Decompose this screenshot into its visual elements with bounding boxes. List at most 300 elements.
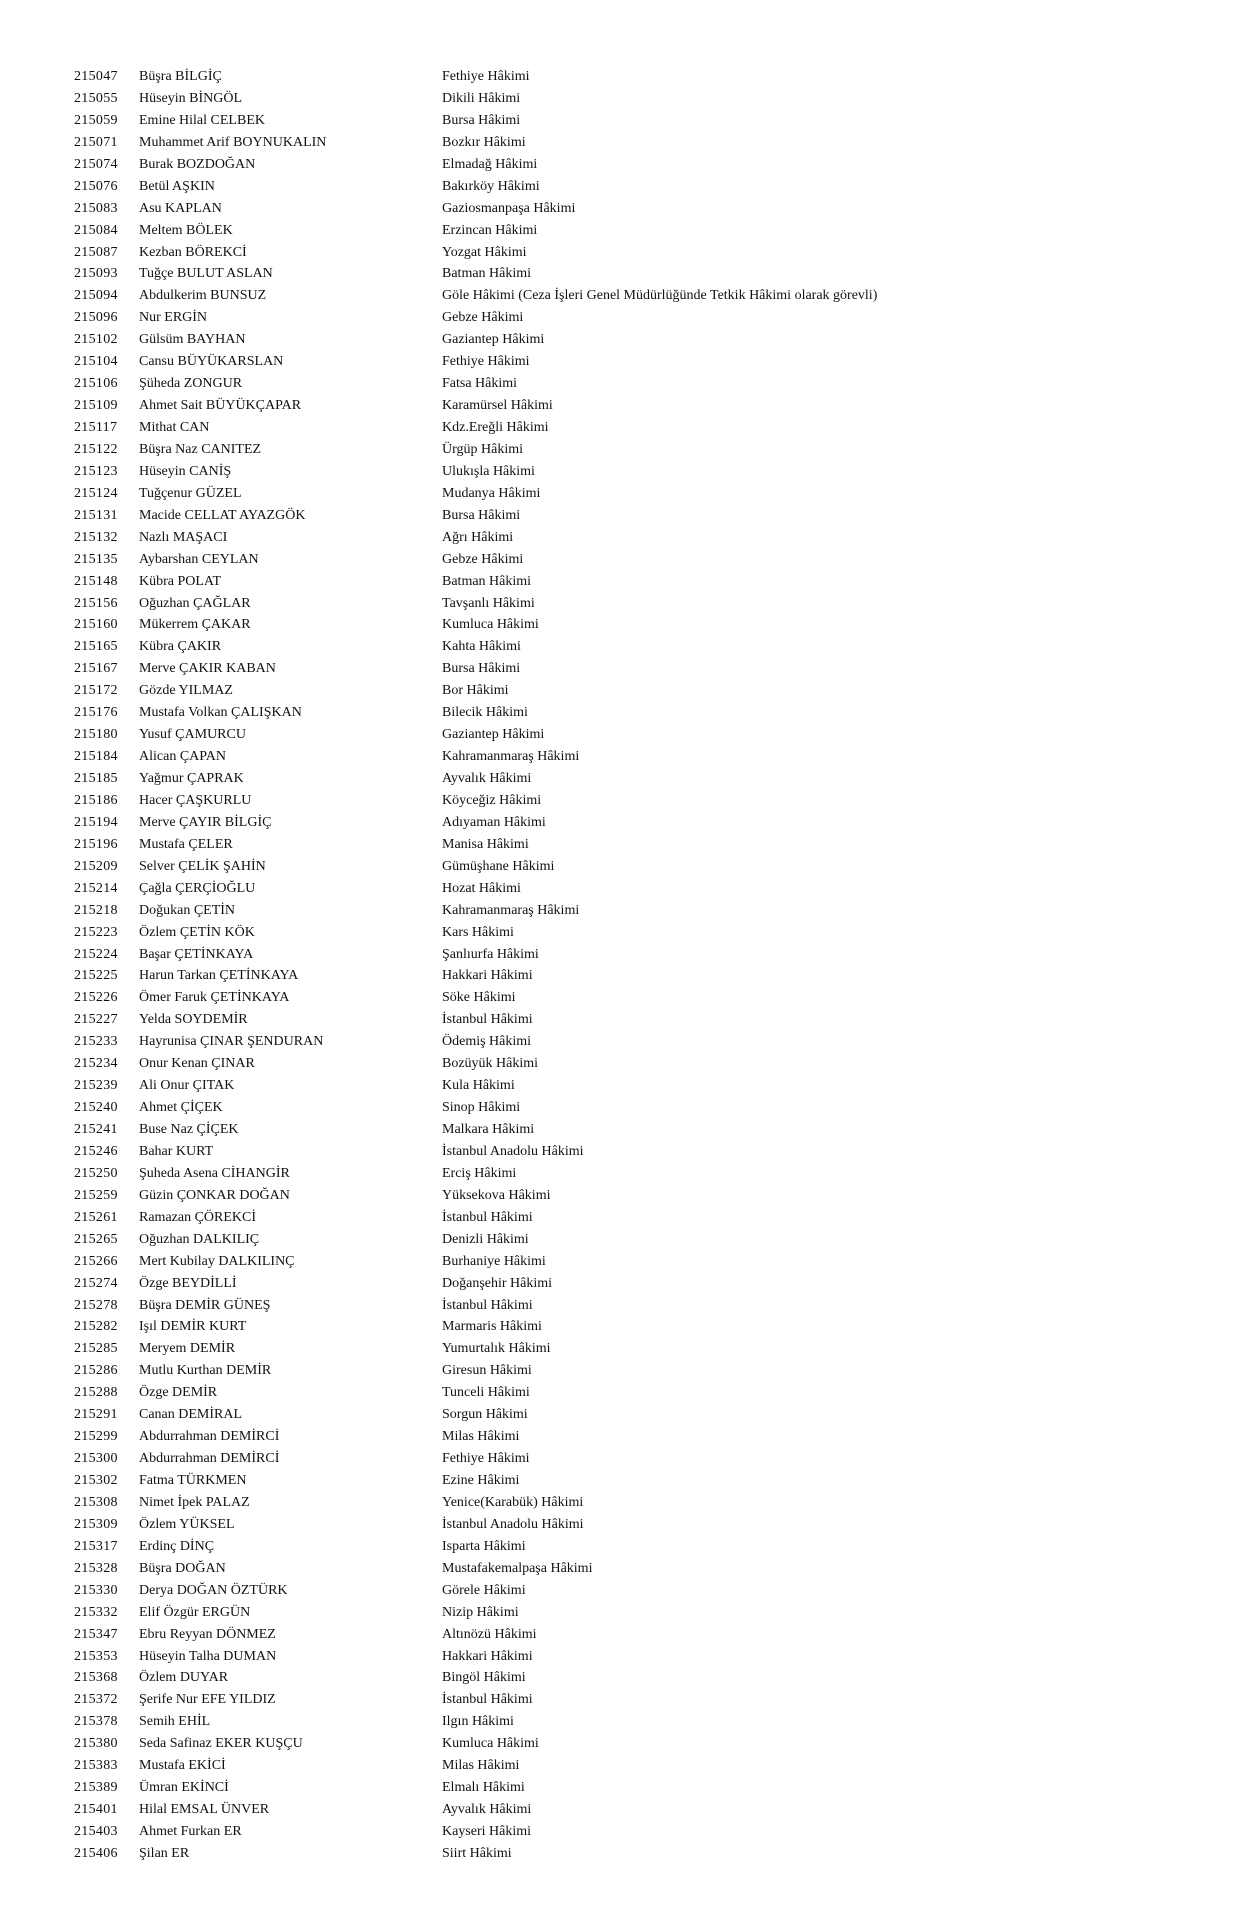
registry-number: 215071 [74,134,118,150]
registry-number: 215389 [74,1780,118,1796]
list-item [74,1097,1224,1119]
court-assignment: Kahramanmaraş Hâkimi [442,749,580,765]
court-assignment: Gaziosmanpaşa Hâkimi [442,200,576,216]
court-assignment: Bakırköy Hâkimi [442,178,540,194]
registry-number: 215250 [74,1165,118,1181]
person-name: Aybarshan CEYLAN [139,551,259,567]
list-item [74,680,1224,702]
list-item [74,1009,1224,1031]
court-assignment: Yenice(Karabük) Hâkimi [442,1494,584,1510]
list-item [74,307,1224,329]
registry-number: 215265 [74,1231,118,1247]
person-name: Mithat CAN [139,420,210,435]
person-name: Merve ÇAYIR BİLGİÇ [139,814,272,830]
list-item [74,944,1224,966]
person-name: Emine Hilal CELBEK [139,112,265,128]
court-assignment: Gebze Hâkimi [442,551,524,567]
list-item [74,812,1224,834]
list-item [74,1031,1224,1053]
court-assignment: Hozat Hâkimi [442,880,521,896]
list-item [74,1273,1224,1295]
list-item [74,856,1224,878]
registry-number: 215167 [74,661,118,677]
person-name: Gülsüm BAYHAN [139,332,246,348]
list-item [74,1646,1224,1668]
person-name: Oğuzhan ÇAĞLAR [139,595,251,611]
list-item [74,1624,1224,1646]
person-name: Güzin ÇONKAR DOĞAN [139,1187,290,1203]
registry-number: 215317 [74,1538,118,1554]
court-assignment: Gaziantep Hâkimi [442,727,545,743]
court-assignment: Ağrı Hâkimi [442,529,514,545]
court-assignment: Sorgun Hâkimi [442,1407,528,1423]
court-assignment: Ayvalık Hâkimi [442,1802,532,1818]
person-name: Ramazan ÇÖREKCİ [139,1209,257,1225]
person-name: Kübra POLAT [139,573,222,589]
list-item [74,1777,1224,1799]
court-assignment: Yumurtalık Hâkimi [442,1341,551,1357]
court-assignment: Karamürsel Hâkimi [442,398,553,414]
registry-number: 215291 [74,1407,118,1423]
list-item [74,66,1224,88]
list-item [74,154,1224,176]
list-item [74,1711,1224,1733]
registry-number: 215378 [74,1714,118,1730]
person-name: Büşra DOĞAN [139,1560,226,1576]
list-item [74,900,1224,922]
registry-number: 215282 [74,1319,118,1335]
court-assignment: Malkara Hâkimi [442,1122,535,1137]
court-assignment: Nizip Hâkimi [442,1604,519,1620]
list-item [74,1448,1224,1470]
person-name: Merve ÇAKIR KABAN [139,661,276,677]
court-assignment: Kumluca Hâkimi [442,617,539,633]
list-item [74,1075,1224,1097]
person-name: Şüheda ZONGUR [139,376,243,392]
list-item [74,1360,1224,1382]
person-name: Kezban BÖREKCİ [139,244,247,260]
registry-number: 215074 [74,156,118,172]
person-name: Ebru Reyyan DÖNMEZ [139,1626,276,1642]
court-assignment: Adıyaman Hâkimi [442,814,546,830]
person-name: Başar ÇETİNKAYA [139,946,254,962]
person-name: Mert Kubilay DALKILINÇ [139,1253,295,1269]
court-assignment: Tunceli Hâkimi [442,1385,530,1401]
registry-number: 215076 [74,178,118,194]
list-item [74,1514,1224,1536]
registry-number: 215117 [74,420,118,435]
court-assignment: Milas Hâkimi [442,1429,520,1445]
court-assignment: Kula Hâkimi [442,1078,515,1094]
court-assignment: İstanbul Hâkimi [442,1692,533,1708]
court-assignment: Mustafakemalpaşa Hâkimi [442,1560,593,1576]
registry-number: 215109 [74,398,118,414]
person-name: Özge DEMİR [139,1385,218,1401]
registry-number: 215087 [74,244,118,260]
person-name: Hüseyin BİNGÖL [139,90,243,106]
court-assignment: Marmaris Hâkimi [442,1319,542,1335]
person-name: Meryem DEMİR [139,1341,236,1357]
court-assignment: Kahta Hâkimi [442,639,521,655]
person-name: Yelda SOYDEMİR [139,1012,248,1028]
court-assignment: Kahramanmaraş Hâkimi [442,902,580,918]
person-name: Harun Tarkan ÇETİNKAYA [139,968,299,984]
registry-number: 215286 [74,1363,118,1379]
registry-number: 215218 [74,902,118,918]
person-name: Betül AŞKIN [139,178,215,194]
registry-number: 215368 [74,1670,118,1686]
person-name: Çağla ÇERÇİOĞLU [139,880,256,896]
court-assignment: Yüksekova Hâkimi [442,1187,551,1203]
court-assignment: Elmalı Hâkimi [442,1780,525,1796]
court-assignment: Bozüyük Hâkimi [442,1056,539,1072]
list-item [74,1382,1224,1404]
list-item [74,746,1224,768]
registry-number: 215380 [74,1736,118,1752]
court-assignment: Yozgat Hâkimi [442,244,527,260]
registry-number: 215227 [74,1012,118,1028]
person-name: Muhammet Arif BOYNUKALIN [139,134,327,150]
list-item [74,373,1224,395]
registry-number: 215274 [74,1275,118,1291]
registry-number: 215186 [74,792,118,808]
person-name: Gözde YILMAZ [139,683,233,699]
court-assignment: Batman Hâkimi [442,266,532,282]
court-assignment: İstanbul Hâkimi [442,1209,533,1225]
person-name: Derya DOĞAN ÖZTÜRK [139,1582,288,1598]
registry-number: 215131 [74,507,118,523]
list-item [74,1229,1224,1251]
court-assignment: Şanlıurfa Hâkimi [442,946,539,962]
court-assignment: Elmadağ Hâkimi [442,156,538,172]
person-name: Ümran EKİNCİ [139,1780,229,1796]
registry-number: 215332 [74,1604,118,1620]
court-assignment: Siirt Hâkimi [442,1845,512,1861]
registry-number: 215055 [74,90,118,106]
registry-number: 215156 [74,595,118,611]
court-assignment: Mudanya Hâkimi [442,485,541,501]
registry-number: 215383 [74,1758,118,1774]
list-item [74,658,1224,680]
registry-number: 215372 [74,1692,118,1708]
person-name: Mustafa EKİCİ [139,1758,226,1774]
person-name: Işıl DEMİR KURT [139,1319,247,1335]
list-item [74,1689,1224,1711]
registry-number: 215300 [74,1451,118,1467]
person-name: Nimet İpek PALAZ [139,1494,250,1510]
person-name: Fatma TÜRKMEN [139,1473,247,1488]
list-item [74,1580,1224,1602]
person-name: Tuğçenur GÜZEL [139,485,242,501]
person-name: Cansu BÜYÜKARSLAN [139,354,284,370]
list-item [74,549,1224,571]
registry-number: 215165 [74,639,118,655]
registry-number: 215194 [74,814,118,830]
registry-number: 215226 [74,990,118,1006]
list-item [74,417,1224,439]
person-name: Yusuf ÇAMURCU [139,727,246,743]
registry-number: 215106 [74,376,118,392]
registry-number: 215240 [74,1100,118,1116]
court-assignment: Gümüşhane Hâkimi [442,858,555,874]
person-name: Mustafa Volkan ÇALIŞKAN [139,705,302,721]
court-assignment: Doğanşehir Hâkimi [442,1275,553,1291]
list-item [74,1185,1224,1207]
person-name: Abdurrahman DEMİRCİ [139,1451,280,1467]
registry-number: 215083 [74,200,118,216]
court-assignment: Kdz.Ereğli Hâkimi [442,420,549,435]
registry-number: 215148 [74,573,118,589]
list-item [74,878,1224,900]
registry-number: 215239 [74,1078,118,1094]
list-item [74,1470,1224,1492]
list-item [74,242,1224,264]
list-item [74,1207,1224,1229]
person-name: Büşra DEMİR GÜNEŞ [139,1297,271,1313]
list-item [74,285,1224,307]
person-name: Canan DEMİRAL [139,1407,243,1423]
list-item [74,1053,1224,1075]
list-item [74,1602,1224,1624]
person-name: Şerife Nur EFE YILDIZ [139,1692,276,1708]
list-item [74,263,1224,285]
person-name: Özlem DUYAR [139,1670,229,1686]
person-name: Selver ÇELİK ŞAHİN [139,858,266,874]
list-item [74,1426,1224,1448]
list-item [74,395,1224,417]
court-assignment: İstanbul Anadolu Hâkimi [442,1516,584,1532]
court-assignment: Ulukışla Hâkimi [442,463,535,479]
list-item [74,593,1224,615]
registry-number: 215223 [74,924,118,940]
person-name: Ahmet Furkan ER [139,1824,242,1839]
court-assignment: Kars Hâkimi [442,924,514,940]
list-item [74,571,1224,593]
registry-number: 215122 [74,441,118,457]
court-assignment: Giresun Hâkimi [442,1363,532,1379]
court-assignment: Burhaniye Hâkimi [442,1253,546,1269]
court-assignment: Bursa Hâkimi [442,112,521,128]
person-name: Meltem BÖLEK [139,222,233,238]
court-assignment: Altınözü Hâkimi [442,1626,537,1642]
list-item [74,1141,1224,1163]
list-item [74,614,1224,636]
court-assignment: Bilecik Hâkimi [442,705,528,721]
person-name: Asu KAPLAN [139,200,222,216]
list-item [74,329,1224,351]
registry-number: 215309 [74,1516,118,1532]
list-item [74,1163,1224,1185]
list-item [74,198,1224,220]
court-assignment: Görele Hâkimi [442,1582,526,1598]
registry-number: 215160 [74,617,118,633]
list-item [74,220,1224,242]
court-assignment: İstanbul Hâkimi [442,1297,533,1313]
registry-number: 215047 [74,69,118,84]
registry-number: 215084 [74,222,118,238]
person-name: Bahar KURT [139,1143,214,1159]
person-name: Şuheda Asena CİHANGİR [139,1165,290,1181]
court-assignment: Manisa Hâkimi [442,836,529,852]
person-name: Nazlı MAŞACI [139,529,228,545]
list-item [74,1119,1224,1141]
registry-number: 215224 [74,946,118,962]
registry-number: 215403 [74,1824,118,1839]
registry-number: 215261 [74,1209,118,1225]
court-assignment: Ezine Hâkimi [442,1473,520,1488]
person-name: Burak BOZDOĞAN [139,156,256,172]
person-name: Seda Safinaz EKER KUŞÇU [139,1736,303,1752]
registry-number: 215185 [74,771,118,786]
list-item [74,1755,1224,1777]
registry-number: 215184 [74,749,118,765]
person-name: Nur ERGİN [139,310,208,326]
list-item [74,176,1224,198]
registry-number: 215124 [74,485,118,501]
registry-number: 215234 [74,1056,118,1072]
registry-number: 215278 [74,1297,118,1313]
court-assignment: Kumluca Hâkimi [442,1736,539,1752]
list-item [74,790,1224,812]
person-name: Mutlu Kurthan DEMİR [139,1363,272,1379]
registry-number: 215209 [74,858,118,874]
registry-number: 215172 [74,683,118,699]
registry-number: 215225 [74,968,118,984]
registry-number: 215259 [74,1187,118,1203]
registry-number: 215330 [74,1582,118,1598]
court-assignment: Sinop Hâkimi [442,1100,521,1116]
list-item [74,702,1224,724]
list-item [74,88,1224,110]
person-name: Özge BEYDİLLİ [139,1275,237,1291]
court-assignment: Hakkari Hâkimi [442,968,533,984]
court-assignment: Göle Hâkimi (Ceza İşleri Genel Müdürlüğünde Tetkik Hâkimi olarak görevli) [442,288,878,304]
person-name: Mustafa ÇELER [139,836,233,852]
court-assignment: Fatsa Hâkimi [442,376,518,392]
person-name: Özlem YÜKSEL [139,1516,235,1532]
registry-number: 215347 [74,1626,118,1642]
registry-number: 215123 [74,463,118,479]
registry-number: 215302 [74,1473,118,1488]
list-item [74,1821,1224,1843]
court-assignment: Hakkari Hâkimi [442,1648,533,1664]
person-name: Ahmet Sait BÜYÜKÇAPAR [139,398,302,414]
court-assignment: Bozkır Hâkimi [442,134,526,150]
registry-number: 215135 [74,551,118,567]
person-name: Erdinç DİNÇ [139,1538,215,1554]
court-assignment: Bursa Hâkimi [442,507,521,523]
court-assignment: Ilgın Hâkimi [442,1714,514,1730]
list-item [74,1843,1224,1865]
list-item [74,110,1224,132]
person-name: Buse Naz ÇİÇEK [139,1122,239,1137]
person-name: Şilan ER [139,1845,190,1861]
list-item [74,461,1224,483]
court-assignment: Milas Hâkimi [442,1758,520,1774]
registry-number: 215094 [74,288,118,304]
registry-number: 215288 [74,1385,118,1401]
person-name: Tuğçe BULUT ASLAN [139,266,273,282]
court-assignment: Erciş Hâkimi [442,1165,517,1181]
court-assignment: Erzincan Hâkimi [442,222,538,238]
registry-number: 215102 [74,332,118,348]
registry-number: 215266 [74,1253,118,1269]
registry-number: 215241 [74,1122,118,1137]
court-assignment: Denizli Hâkimi [442,1231,529,1247]
court-assignment: Bingöl Hâkimi [442,1670,526,1686]
person-name: Ahmet ÇİÇEK [139,1100,223,1116]
court-assignment: İstanbul Anadolu Hâkimi [442,1143,584,1159]
court-assignment: Dikili Hâkimi [442,90,521,106]
list-item [74,505,1224,527]
list-item [74,636,1224,658]
list-item [74,724,1224,746]
registry-number: 215059 [74,112,118,128]
list-item [74,1536,1224,1558]
court-assignment: Ödemiş Hâkimi [442,1034,532,1050]
registry-number: 215214 [74,880,118,896]
list-item [74,1733,1224,1755]
person-name: Hüseyin CANİŞ [139,463,232,479]
court-assignment: Fethiye Hâkimi [442,354,530,370]
list-item [74,1799,1224,1821]
list-item [74,768,1224,790]
person-name: Doğukan ÇETİN [139,902,236,918]
person-name: Kübra ÇAKIR [139,639,222,655]
list-item [74,1667,1224,1689]
person-name: Hayrunisa ÇINAR ŞENDURAN [139,1034,324,1050]
person-name: Onur Kenan ÇINAR [139,1056,255,1072]
person-name: Büşra BİLGİÇ [139,69,222,84]
person-name: Abdulkerim BUNSUZ [139,288,267,304]
person-name: Semih EHİL [139,1714,211,1730]
court-assignment: Ürgüp Hâkimi [442,441,524,457]
person-name: Hacer ÇAŞKURLU [139,792,252,808]
registry-number: 215196 [74,836,118,852]
list-item [74,351,1224,373]
list-item [74,1251,1224,1273]
registry-number: 215353 [74,1648,118,1664]
list-item [74,965,1224,987]
registry-number: 215176 [74,705,118,721]
person-name: Alican ÇAPAN [139,749,226,765]
person-name: Ali Onur ÇITAK [139,1078,235,1094]
person-name: Yağmur ÇAPRAK [139,771,244,786]
list-item [74,987,1224,1009]
registry-number: 215180 [74,727,118,743]
court-assignment: Bursa Hâkimi [442,661,521,677]
registry-number: 215406 [74,1845,118,1861]
registry-number: 215093 [74,266,118,282]
court-assignment: Gaziantep Hâkimi [442,332,545,348]
person-name: Oğuzhan DALKILIÇ [139,1231,260,1247]
registry-number: 215233 [74,1034,118,1050]
list-item [74,922,1224,944]
court-assignment: Ayvalık Hâkimi [442,771,532,786]
court-assignment: Kayseri Hâkimi [442,1824,532,1839]
list-item [74,439,1224,461]
court-assignment: Köyceğiz Hâkimi [442,792,542,808]
court-assignment: Isparta Hâkimi [442,1538,526,1554]
court-assignment: Tavşanlı Hâkimi [442,595,535,611]
registry-number: 215401 [74,1802,118,1818]
list-item [74,834,1224,856]
registry-number: 215132 [74,529,118,545]
appointment-list [74,66,1224,1865]
court-assignment: İstanbul Hâkimi [442,1012,533,1028]
court-assignment: Söke Hâkimi [442,990,516,1006]
person-name: Macide CELLAT AYAZGÖK [139,507,306,523]
